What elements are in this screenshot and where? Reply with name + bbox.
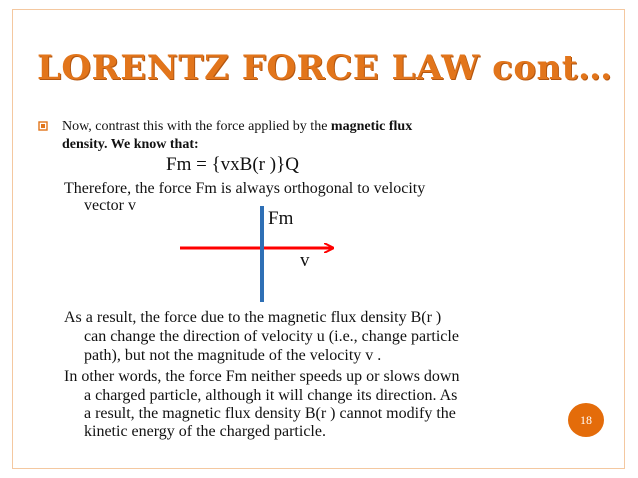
result-line-1: As a result, the force due to the magnetic flux density B(r ) [64, 309, 442, 326]
intro-bold-text-2: density. We know that: [62, 137, 199, 152]
page-number-badge: 18 [568, 403, 604, 437]
slide-title: LORENTZ FORCE LAW cont… [37, 48, 613, 88]
other-words-line-3: a result, the magnetic flux density B(r ) cannot modify the [84, 405, 456, 422]
other-words-line-4: kinetic energy of the charged particle. [84, 423, 326, 440]
other-words-line-1: In other words, the force Fm neither speeds up or slows down [64, 368, 460, 385]
force-equation: Fm = {vxB(r )}Q [166, 154, 299, 175]
orthogonal-line-1: Therefore, the force Fm is always orthogonal to velocity [64, 180, 426, 197]
orthogonal-line-2: vector v [84, 197, 136, 214]
other-words-line-2: a charged particle, although it will change its direction. As [84, 387, 458, 404]
v-label: v [300, 250, 310, 271]
result-line-3: path), but not the magnitude of the velocity v . [84, 347, 382, 364]
intro-bold-text-1: magnetic flux [330, 119, 413, 134]
intro-plain-text: Now, contrast this with the force applied by the [62, 119, 331, 134]
fm-label: Fm [268, 208, 294, 229]
result-line-2: can change the direction of velocity u (i.e., change particle [84, 328, 459, 345]
